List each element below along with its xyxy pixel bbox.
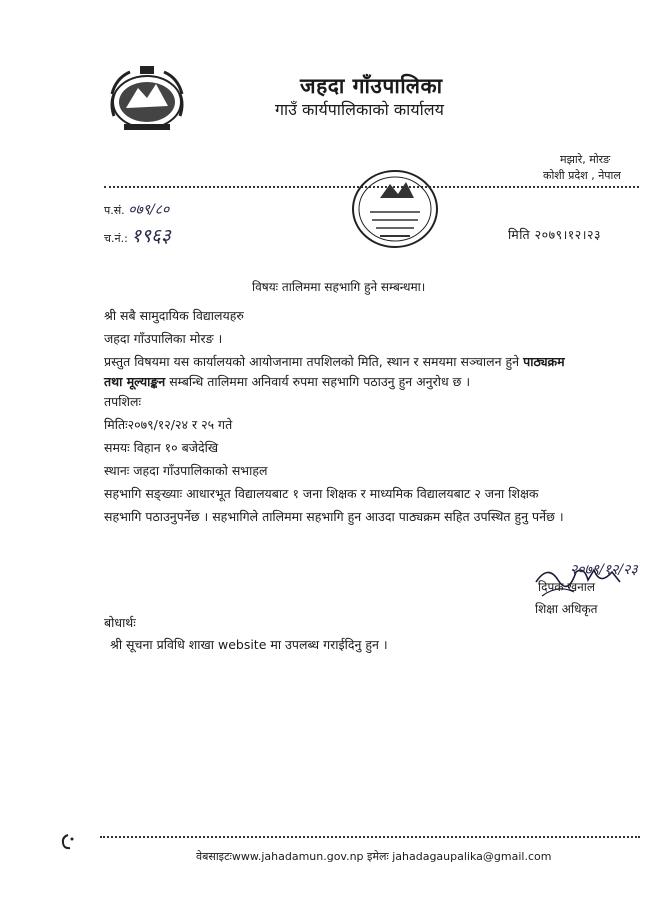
email-link[interactable]: jahadagaupalika@gmail.com	[392, 850, 552, 863]
recipient-line-2: जहदा गाँउपालिका मोरङ ।	[104, 331, 223, 346]
letter-date	[508, 226, 601, 243]
signatory-name: दिपक खनाल	[538, 580, 596, 594]
signatory-title: शिक्षा अधिकृत	[535, 602, 598, 616]
detail-count-1: सहभागि सङ्ख्याः आधारभूत विद्यालयबाट १ जना शिक्षक र माध्यमिक विद्यालयबाट २ जना शिक्षक	[104, 486, 539, 501]
ps-value: ०७९/८०	[128, 202, 170, 218]
paragraph-bold-1: पाठ्यक्रम	[523, 354, 565, 369]
office-stamp	[350, 168, 440, 250]
office-name: गाउँ कार्यपालिकाको कार्यालय	[275, 100, 444, 119]
detail-date: मितिः२०७९/१२/२४ र २५ गते	[104, 417, 233, 432]
footer-divider	[100, 836, 640, 838]
letter-subject: विषयः तालिममा सहभागि हुने सम्बन्धमा।	[252, 280, 426, 294]
address-line-2: कोशी प्रदेश , नेपाल	[543, 169, 621, 182]
paragraph-text-1: प्रस्तुत विषयमा यस कार्यालयको आयोजनामा तपशिलको मिति, स्थान र समयमा सञ्चालन हुने	[104, 354, 520, 369]
paragraph-line-2	[104, 372, 644, 392]
letter-body	[104, 306, 644, 527]
detail-venue: स्थानः जहदा गाँउपालिकाको सभाहल	[104, 463, 268, 478]
ps-number	[104, 200, 169, 219]
footer-contact	[196, 849, 551, 864]
org-name: जहदा गाँउपालिका	[300, 74, 443, 98]
cn-value: १९६३	[131, 225, 171, 247]
cc-line: श्री सूचना प्रविधि शाखा website मा उपलब्ध गराईदिनु हुन ।	[110, 637, 388, 652]
signature-date: २०७९/१२/२३	[570, 562, 638, 578]
website-label: वेबसाइटः	[196, 850, 232, 863]
email-label: इमेलः	[367, 850, 389, 863]
paragraph-line-1	[104, 352, 644, 372]
corner-mark-icon	[60, 833, 76, 851]
cc-label: बोधार्थः	[104, 615, 136, 630]
paragraph-bold-2: तथा मूल्याङ्कन	[104, 374, 166, 389]
detail-count-2: सहभागि पठाउनुपर्नेछ । सहभागिले तालिममा सहभागि हुन आउदा पाठ्यक्रम सहित उपस्थित हुनु पर्नेछ ।	[104, 509, 564, 524]
address-line-1: मझारे, मोरङ	[560, 153, 611, 166]
recipient-line-1: श्री सबै सामुदायिक विद्यालयहरु	[104, 308, 244, 323]
date-label: मिति	[508, 227, 531, 242]
details-label: तपशिलः	[104, 394, 141, 409]
website-link[interactable]: www.jahadamun.gov.np	[231, 850, 364, 863]
ps-label: प.सं.	[104, 204, 125, 217]
detail-time: समयः विहान १० बजेदेखि	[104, 440, 219, 455]
paragraph-text-2: सम्बन्धि तालिममा अनिवार्य रुपमा सहभागि पठाउनु हुन अनुरोध छ ।	[169, 374, 471, 389]
cn-number	[104, 222, 171, 248]
cn-label: च.नं.:	[104, 232, 128, 245]
government-emblem	[104, 64, 190, 134]
date-value: २०७९।१२।२३	[534, 227, 602, 242]
